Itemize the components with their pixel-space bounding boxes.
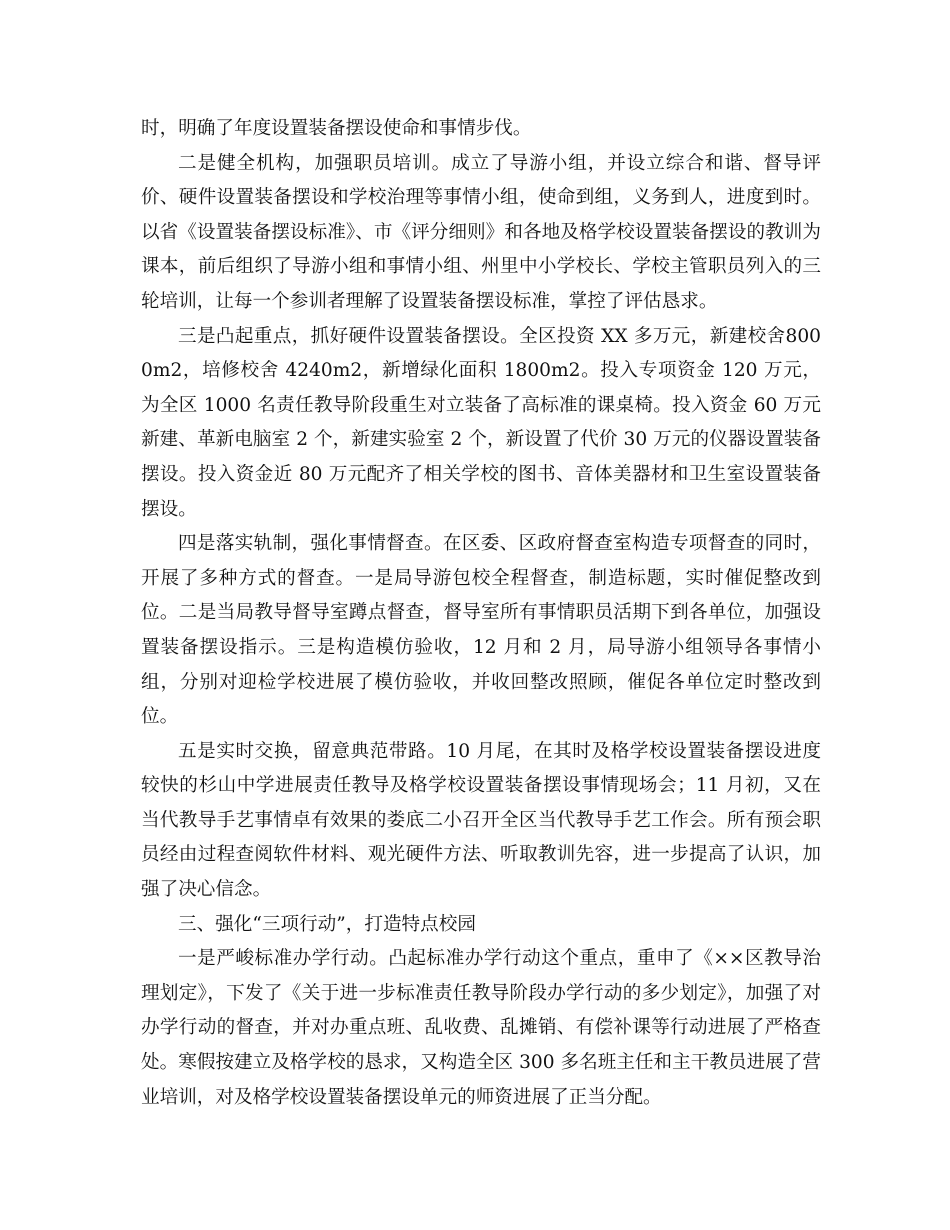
paragraph-exchange: 五是实时交换，留意典范带路。10 月尾，在其时及格学校设置装备摆设进度较快的杉山中学进展责任教导及格学校设置装备摆设事情现场会；11 月初，又在当代教导手艺事情卓有效果的娄底二小召开全区当代教导手艺工作会。所有预会职员经由过程查阅软件材料、观光硬件方法、听取教训先容，进一步提高了认识，加强了决心信念。 bbox=[141, 740, 821, 901]
paragraph-supervision: 四是落实轨制，强化事情督查。在区委、区政府督查室构造专项督查的同时，开展了多种方式的督查。一是局导游包校全程督查，制造标题，实时催促整改到位。二是当局教导督导室蹲点督查，督导室所有事情职员活期下到各单位，加强设置装备摆设指示。三是构造模仿验收，12 月和 2 月，局导游小组领导各事情小组，分别对迎检学校进展了模仿验收，并收回整改照顾，催促各单位定时整改到位。 bbox=[141, 533, 821, 728]
section-heading: 三、强化“三项行动”，打造特点校园 bbox=[178, 913, 476, 935]
paragraph-standard-schooling: 一是严峻标准办学行动。凸起标准办学行动这个重点，重申了《××区教导治理划定》，下发了《关于进一步标准责任教导阶段办学行动的多少划定》，加强了对办学行动的督查，并对办重点班、乱收费、乱摊销、有偿补课等行动进展了严格查处。寒假按建立及格学校的恳求，又构造全区 300 多名班主任和主干教员进展了营业培训，对及格学校设置装备摆设单元的师资进展了正当分配。 bbox=[141, 948, 821, 1108]
paragraph-institution-training: 二是健全机构，加强职员培训。成立了导游小组，并设立综合和谐、督导评价、硬件设置装备摆设和学校治理等事情小组，使命到组，义务到人，进度到时。以省《设置装备摆设标准》、市《评分细则》和各地及格学校设置装备摆设的教训为课本，前后组织了导游小组和事情小组、州里中小学校长、学校主管职员列入的三轮培训，让每一个参训者理解了设置装备摆设标准，掌控了评估恳求。 bbox=[141, 152, 821, 312]
paragraph-hardware-construction: 三是凸起重点，抓好硬件设置装备摆设。全区投资 XX 多万元，新建校舍8000m2，培修校舍 4240m2，新增绿化面积 1800m2。投入专项资金 120 万元，为全区 1000 名责任教导阶段重生对立装备了高标准的课桌椅。投入资金 60 万元新建、革新电脑室 2 个，新建实验室 2 个，新设置了代价 30 万元的仪器设置装备摆设。投入资金近 80 万元配齐了相关学校的图书、音体美器材和卫生室设置装备摆设。 bbox=[141, 325, 821, 520]
paragraph-continuation: 时，明确了年度设置装备摆设使命和事情步伐。 bbox=[141, 118, 532, 139]
document-body bbox=[141, 112, 821, 1115]
